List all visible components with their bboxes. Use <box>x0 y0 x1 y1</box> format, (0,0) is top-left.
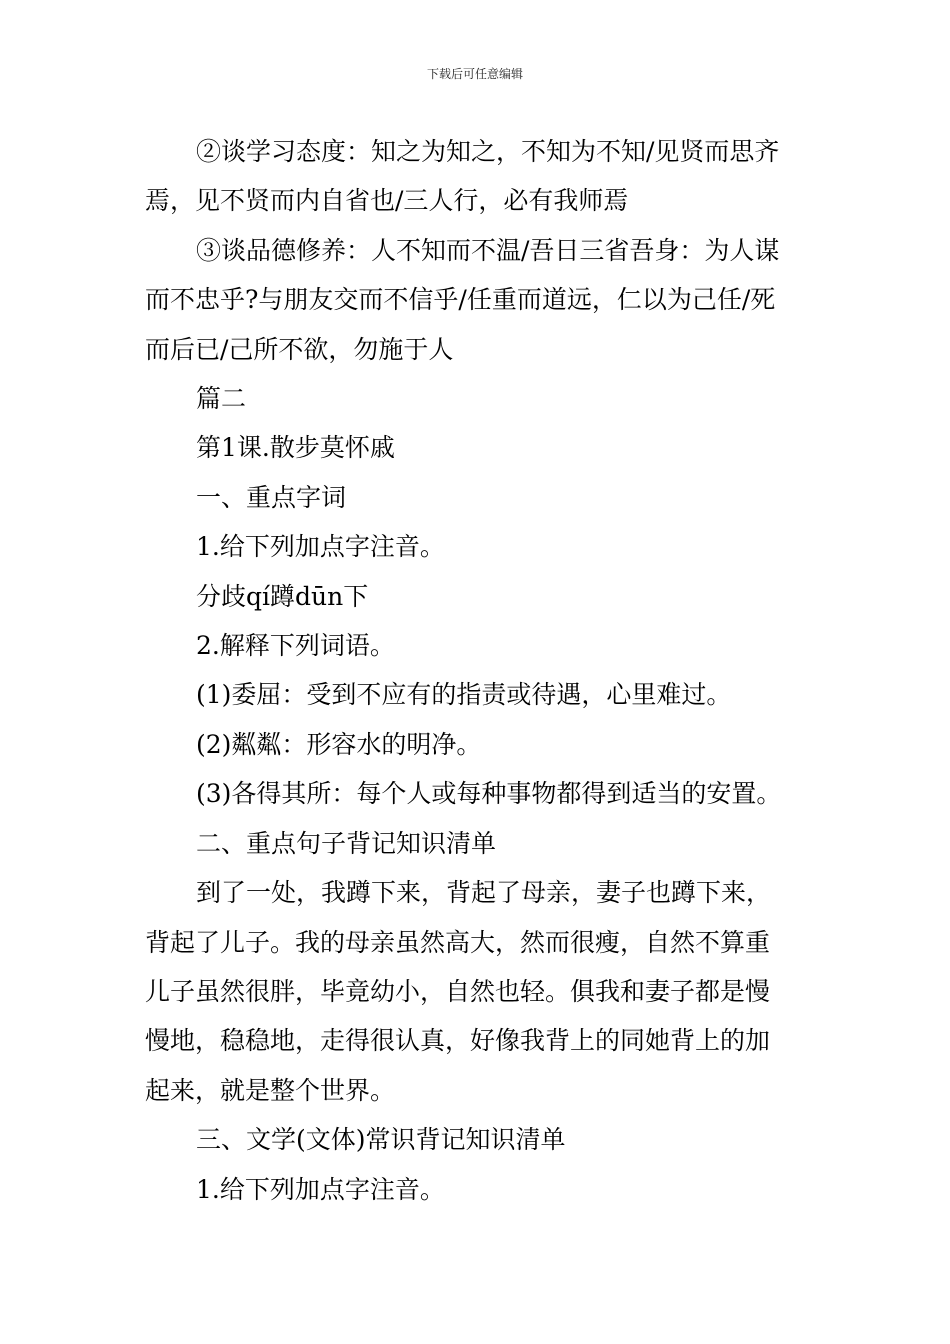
paragraph-line: ②谈学习态度：知之为知之，不知为不知/见贤而思齐 <box>196 137 780 166</box>
paragraph-line: 慢地，稳稳地，走得很认真，好像我背上的同她背上的加 <box>145 1026 771 1056</box>
lesson-title: 第1课.散步莫怀戚 <box>196 433 395 463</box>
paragraph-line: 而不忠乎?与朋友交而不信乎/任重而道远，仁以为己任/死 <box>145 285 776 315</box>
paragraph-line: 背起了儿子。我的母亲虽然高大，然而很瘦，自然不算重 <box>145 927 771 957</box>
page-header: 下载后可任意编辑 <box>426 67 523 81</box>
paragraph-line: 儿子虽然很胖，毕竟幼小，自然也轻。俱我和妻子都是慢 <box>145 976 771 1006</box>
paragraph-line: (3)各得其所：每个人或每种事物都得到适当的安置。 <box>196 779 782 809</box>
paragraph-line: 分歧qí蹲dūn下 <box>196 581 369 611</box>
paragraph-line: (1)委屈：受到不应有的指责或待遇，心里难过。 <box>196 680 732 710</box>
section-heading: 三、文学(文体)常识背记知识清单 <box>196 1125 566 1155</box>
paragraph-line: (2)粼粼：形容水的明净。 <box>196 729 482 759</box>
section-heading: 一、重点字词 <box>196 482 347 512</box>
paragraph-line: ③谈品德修养：人不知而不温/吾日三省吾身：为人谋 <box>196 235 780 265</box>
paragraph-line: 1.给下列加点字注音。 <box>196 1174 445 1204</box>
paragraph-line: 到了一处，我蹲下来，背起了母亲，妻子也蹲下来， <box>196 878 772 908</box>
paragraph-line: 1.给下列加点字注音。 <box>196 532 445 562</box>
section-heading: 篇二 <box>196 384 247 414</box>
section-heading: 二、重点句子背记知识清单 <box>196 828 497 858</box>
document-body <box>145 127 810 1214</box>
paragraph-line: 而后已/己所不欲，勿施于人 <box>145 334 454 364</box>
paragraph-line: 起来，就是整个世界。 <box>145 1075 396 1105</box>
paragraph-line: 焉，见不贤而内自省也/三人行，必有我师焉 <box>145 186 629 216</box>
paragraph-line: 2.解释下列词语。 <box>196 631 395 661</box>
